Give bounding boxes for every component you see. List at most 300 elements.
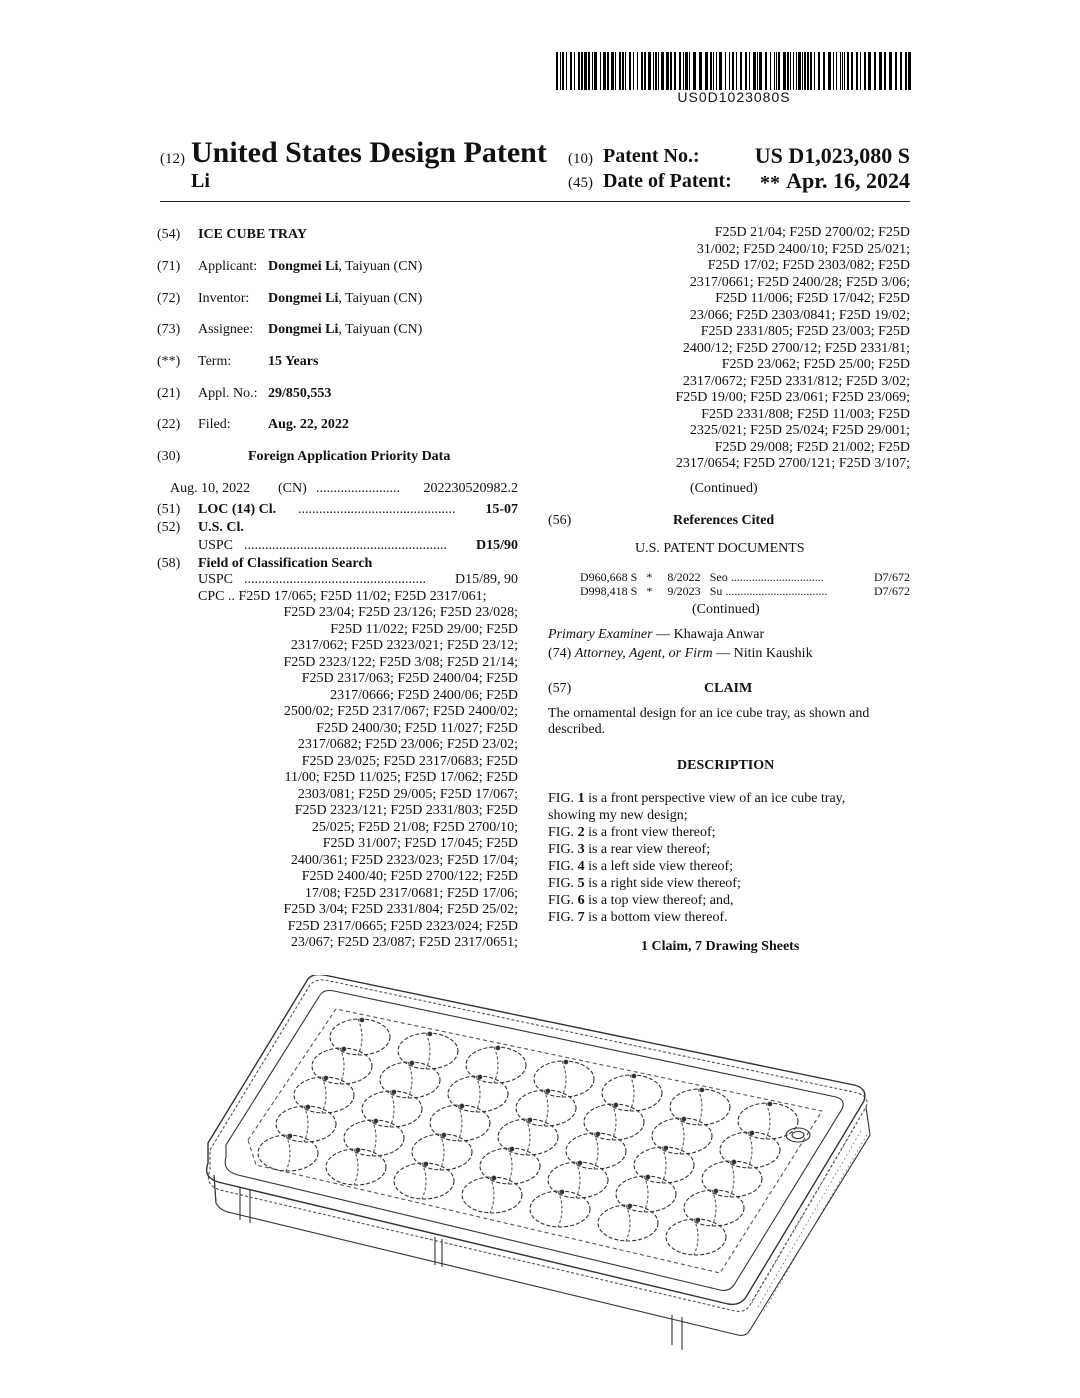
cpc-line: F25D 2400/40; F25D 2700/122; F25D xyxy=(301,869,518,884)
barcode-bar xyxy=(566,52,567,90)
filed-label: Filed: xyxy=(198,417,231,432)
sphere-pour-hole xyxy=(496,1046,500,1050)
barcode-bar xyxy=(796,52,797,90)
barcode-bar xyxy=(615,52,616,90)
inventor-value xyxy=(268,290,422,307)
sphere-meridian xyxy=(544,1090,548,1126)
uspc-label: USPC xyxy=(198,538,234,553)
code-12: (12) xyxy=(160,151,185,167)
sphere-meridian xyxy=(562,1061,566,1097)
priority-number: 202230520982.2 xyxy=(423,481,518,496)
barcode-bar xyxy=(814,52,815,90)
priority-date: Aug. 10, 2022 xyxy=(170,481,251,496)
cpc-line: 2317/0666; F25D 2400/06; F25D xyxy=(330,687,518,703)
assignee-place: , Taiyuan (CN) xyxy=(338,322,423,337)
priority-heading: Foreign Application Priority Data xyxy=(248,449,451,464)
code-54: (54) xyxy=(157,227,181,242)
inventor-name: Dongmei Li xyxy=(268,291,339,306)
attorney-label: Attorney, Agent, or Firm xyxy=(574,646,713,661)
description-heading: DESCRIPTION xyxy=(677,758,775,773)
examiner-name: — Khawaja Anwar xyxy=(656,627,765,642)
barcode-bar xyxy=(879,52,882,90)
barcode-bar xyxy=(679,52,681,90)
code-52: (52) xyxy=(157,520,181,535)
applicant-label: Applicant: xyxy=(198,259,258,274)
sphere-pour-hole xyxy=(546,1089,550,1093)
barcode-bar xyxy=(787,52,789,90)
fig-number: 4 xyxy=(577,859,585,874)
uspc-dots: .......................................................... xyxy=(244,538,447,553)
ref-name: Seo xyxy=(709,570,728,584)
sphere-pour-hole xyxy=(768,1102,772,1106)
barcode-bar xyxy=(868,52,871,90)
fig-word: FIG. xyxy=(548,910,575,925)
barcode-bar xyxy=(655,52,657,90)
cpc-list-left xyxy=(255,605,518,952)
loc-label: LOC (14) Cl. xyxy=(198,502,277,517)
cpc-line: F25D 31/007; F25D 17/045; F25D xyxy=(322,836,518,851)
barcode-bar xyxy=(790,52,791,90)
code-72: (72) xyxy=(157,291,181,306)
fig-text: is a right side view thereof; xyxy=(588,876,741,891)
ref-doc: D960,668 S xyxy=(580,570,638,584)
appl-label: Appl. No.: xyxy=(198,386,258,401)
sphere-pour-hole xyxy=(696,1218,700,1222)
fig-number: 3 xyxy=(577,842,585,857)
term-label: Term: xyxy=(198,354,232,369)
barcode-bar xyxy=(783,52,786,90)
fig-number: 5 xyxy=(577,876,585,891)
us-docs-heading: U.S. PATENT DOCUMENTS xyxy=(635,541,805,556)
barcode-bar xyxy=(574,52,575,90)
sphere-meridian xyxy=(476,1076,480,1112)
sphere-pour-hole xyxy=(428,1032,432,1036)
continued-note: (Continued) xyxy=(690,481,758,496)
cpc-line: F25D 23/062; F25D 25/00; F25D xyxy=(721,357,910,372)
sphere-pour-hole xyxy=(306,1105,310,1109)
code-term: (**) xyxy=(157,354,181,369)
sphere-pour-hole xyxy=(360,1018,364,1022)
fig-number: 6 xyxy=(577,893,585,908)
sphere-meridian xyxy=(630,1075,634,1111)
description-list xyxy=(548,790,910,926)
sphere-meridian xyxy=(662,1147,666,1183)
code-73: (73) xyxy=(157,322,181,337)
cpc-line: F25D 2317/0665; F25D 2323/024; F25D xyxy=(287,918,518,934)
barcode-bar xyxy=(889,52,892,90)
fig-text: showing my new design; xyxy=(548,808,688,823)
ref-star: * xyxy=(646,584,653,598)
sphere-meridian xyxy=(698,1089,702,1125)
cpc-line: F25D 3/04; F25D 2331/804; F25D 25/02; xyxy=(283,902,518,917)
sphere-pour-hole xyxy=(628,1204,632,1208)
primary-examiner xyxy=(548,626,764,643)
barcode-bar xyxy=(753,52,756,90)
barcode-bar xyxy=(625,52,626,90)
ref-star: * xyxy=(646,570,653,584)
barcode-bar xyxy=(611,52,614,90)
barcode-bar xyxy=(562,52,564,90)
cpc-line: 23/067; F25D 23/087; F25D 2317/0651; xyxy=(290,935,518,950)
assignee-name: Dongmei Li xyxy=(268,322,339,337)
patent-number: US D1,023,080 S xyxy=(754,143,910,168)
barcode-bar xyxy=(603,52,606,90)
ref-dots: ............................... xyxy=(730,570,824,584)
cpc-line: 2317/0661; F25D 2400/28; F25D 3/06; xyxy=(689,274,910,290)
fig-number: 2 xyxy=(577,825,585,840)
cpc-line: F25D 17/02; F25D 2303/082; F25D xyxy=(707,258,910,273)
code-21: (21) xyxy=(157,386,181,401)
sphere-meridian xyxy=(286,1135,290,1171)
cpc-line: 25/025; F25D 21/08; F25D 2700/10; xyxy=(311,819,518,835)
loc-dots: ............................................. xyxy=(298,502,456,517)
barcode-bar xyxy=(588,52,590,90)
sphere-pour-hole xyxy=(560,1190,564,1194)
assignee-label: Assignee: xyxy=(198,322,254,337)
ref-date: 9/2023 xyxy=(667,584,701,598)
fig-text: is a front view thereof; xyxy=(588,825,716,840)
sphere-pour-hole xyxy=(528,1118,532,1122)
claim-heading: CLAIM xyxy=(704,681,753,696)
sphere-meridian xyxy=(408,1062,412,1098)
barcode-bar xyxy=(833,52,834,90)
barcode-bar xyxy=(844,52,845,90)
fig-word: FIG. xyxy=(548,859,575,874)
claim-text: The ornamental design for an ice cube tray, as shown and xyxy=(548,706,870,721)
sphere-pour-hole xyxy=(578,1161,582,1165)
sphere-cavities xyxy=(258,1018,798,1255)
date-label: Date of Patent: xyxy=(603,170,732,192)
barcode-bar xyxy=(908,52,911,90)
sphere-pour-hole xyxy=(750,1131,754,1135)
applicant-name: Dongmei Li xyxy=(268,259,339,274)
code-22: (22) xyxy=(157,417,181,432)
cpc-line: F25D 11/006; F25D 17/042; F25D xyxy=(715,291,910,306)
uscl-label: U.S. Cl. xyxy=(198,520,244,535)
barcode-bar xyxy=(793,52,794,90)
barcode-bar xyxy=(856,52,858,90)
priority-country: (CN) xyxy=(278,481,307,496)
sphere-meridian xyxy=(458,1105,462,1141)
ref-date: 8/2022 xyxy=(667,570,701,584)
applicant-place: , Taiyuan (CN) xyxy=(338,259,423,274)
filed-value: Aug. 22, 2022 xyxy=(268,417,349,432)
field-uspc-value: D15/89, 90 xyxy=(455,572,518,587)
sphere-pour-hole xyxy=(732,1160,736,1164)
barcode-bar xyxy=(729,52,730,90)
barcode-bar xyxy=(840,52,841,90)
fig-line xyxy=(548,909,910,926)
fig-line xyxy=(548,892,910,909)
code-45: (45) xyxy=(568,175,593,191)
barcode-bar xyxy=(736,52,737,90)
barcode-bar xyxy=(778,52,780,90)
sphere-pour-hole xyxy=(342,1047,346,1051)
barcode-bar xyxy=(641,52,643,90)
uspc-value: D15/90 xyxy=(476,538,518,553)
fig-line xyxy=(548,875,910,892)
barcode-bar xyxy=(600,52,601,90)
cpc-line: 2400/361; F25D 2323/023; F25D 17/04; xyxy=(290,852,518,868)
barcode-bar xyxy=(847,52,849,90)
barcode-bar xyxy=(581,52,583,90)
sphere-meridian xyxy=(730,1161,734,1197)
fig-word: FIG. xyxy=(548,876,575,891)
cpc-line: 23/066; F25D 2303/0841; F25D 19/02; xyxy=(689,307,910,323)
sphere-meridian xyxy=(526,1119,530,1155)
reference-row xyxy=(580,584,827,598)
cpc-line: F25D 21/04; F25D 2700/02; F25D xyxy=(714,225,910,240)
appl-value: 29/850,553 xyxy=(268,386,332,401)
barcode-bar xyxy=(774,52,775,90)
sphere-meridian xyxy=(508,1148,512,1184)
sphere-pour-hole xyxy=(392,1090,396,1094)
barcode-bar xyxy=(705,52,708,90)
sphere-meridian xyxy=(372,1120,376,1156)
fig-text: is a top view thereof; and, xyxy=(588,893,734,908)
code-58: (58) xyxy=(157,556,181,571)
cpc-line: 2325/021; F25D 25/024; F25D 29/001; xyxy=(689,423,910,438)
fig-word: FIG. xyxy=(548,893,575,908)
claim-text: described. xyxy=(548,722,606,737)
cpc-line: F25D 23/025; F25D 2317/0683; F25D xyxy=(301,753,518,769)
field-uspc-dots: .................................................... xyxy=(244,572,426,587)
cpc-line: F25D 11/022; F25D 29/00; F25D xyxy=(330,621,518,637)
sphere-meridian xyxy=(680,1118,684,1154)
code-56: (56) xyxy=(548,513,572,528)
code-51: (51) xyxy=(157,502,181,517)
barcode-bar xyxy=(765,52,767,90)
code-30: (30) xyxy=(157,449,181,464)
sphere-pour-hole xyxy=(374,1119,378,1123)
barcode-bar xyxy=(607,52,609,90)
sphere-pour-hole xyxy=(478,1075,482,1079)
cpc-line: 2500/02; F25D 2317/067; F25D 2400/02; xyxy=(283,704,518,719)
barcode-bar xyxy=(759,52,762,90)
barcode-bar xyxy=(619,52,621,90)
barcode-bar xyxy=(818,52,820,90)
term-value: 15 Years xyxy=(268,354,319,369)
cpc-line: 17/08; F25D 2317/0681; F25D 17/06; xyxy=(304,885,518,901)
sphere-meridian xyxy=(494,1047,498,1083)
barcode-bar xyxy=(633,52,634,90)
sphere-meridian xyxy=(426,1033,430,1069)
cpc-line: F25D 19/00; F25D 23/061; F25D 23/069; xyxy=(675,390,910,405)
cpc-line: 11/00; F25D 11/025; F25D 17/062; F25D xyxy=(284,770,518,785)
sphere-pour-hole xyxy=(460,1104,464,1108)
barcode-bar xyxy=(776,52,777,90)
fig-text: is a bottom view thereof. xyxy=(588,910,728,925)
ice-cube-tray-drawing xyxy=(190,975,880,1360)
barcode-bar xyxy=(637,52,638,90)
fig-text: is a front perspective view of an ice cube tray, xyxy=(588,791,846,806)
barcode-bar xyxy=(860,52,861,90)
cpc-line: F25D 2323/122; F25D 3/08; F25D 21/14; xyxy=(283,654,518,670)
cpc-line: F25D 23/04; F25D 23/126; F25D 23/028; xyxy=(283,605,518,620)
code-10: (10) xyxy=(568,151,593,167)
barcode-bar xyxy=(828,52,831,90)
barcode-bar xyxy=(895,52,897,90)
cpc-line: F25D 2323/121; F25D 2331/803; F25D xyxy=(294,803,518,818)
attorney xyxy=(548,645,813,662)
barcode-bar xyxy=(584,52,587,90)
ref-dots: .................................. xyxy=(725,584,828,598)
fig-line xyxy=(548,858,910,875)
sphere-meridian xyxy=(440,1134,444,1170)
sphere-meridian xyxy=(612,1104,616,1140)
cpc-line: 2317/0654; F25D 2700/121; F25D 3/107; xyxy=(675,456,910,471)
barcode-bar xyxy=(804,52,806,90)
sphere-pour-hole xyxy=(596,1132,600,1136)
continued-note: (Continued) xyxy=(692,602,760,617)
patent-no-label: Patent No.: xyxy=(603,145,700,167)
barcode-bar xyxy=(699,52,702,90)
barcode-bar xyxy=(658,52,659,90)
barcode-bar xyxy=(851,52,853,90)
barcode-bar xyxy=(807,52,809,90)
barcode-bar xyxy=(864,52,866,90)
fig-text: is a rear view thereof; xyxy=(588,842,711,857)
sphere-meridian xyxy=(304,1106,308,1142)
cpc-line: 2303/081; F25D 29/005; F25D 17/067; xyxy=(297,786,518,802)
barcode-bar xyxy=(629,52,631,90)
sphere-meridian xyxy=(422,1163,426,1199)
fig-line xyxy=(548,790,910,807)
sphere-pour-hole xyxy=(288,1134,292,1138)
barcode-bar xyxy=(900,52,902,90)
sphere-pour-hole xyxy=(700,1088,704,1092)
barcode-bar xyxy=(842,52,843,90)
barcode-bar xyxy=(836,52,837,90)
ref-class: D7/672 xyxy=(874,570,910,584)
patent-title-heading: United States Design Patent xyxy=(191,136,547,169)
barcode-bar xyxy=(745,52,747,90)
sphere-pour-hole xyxy=(714,1189,718,1193)
barcode-bar xyxy=(644,52,646,90)
inventor-surname: Li xyxy=(191,170,210,192)
barcode-bar xyxy=(732,52,734,90)
barcode-bar xyxy=(725,52,726,90)
barcode-bar xyxy=(716,52,717,90)
assignee-value xyxy=(268,321,422,338)
sphere-pour-hole xyxy=(410,1061,414,1065)
barcode-bar xyxy=(823,52,825,90)
cpc-line: F25D 29/008; F25D 21/002; F25D xyxy=(714,439,910,455)
barcode-bar xyxy=(666,52,669,90)
barcode-bar xyxy=(648,52,651,90)
examiner-label: Primary Examiner xyxy=(548,627,653,642)
barcode-bar xyxy=(770,52,771,90)
barcode-bar xyxy=(719,52,722,90)
attorney-name: — Nitin Kaushik xyxy=(716,646,813,661)
sphere-pour-hole xyxy=(442,1133,446,1137)
cpc-line: F25D 2317/063; F25D 2400/04; F25D xyxy=(301,671,518,686)
cpc-line: 2400/12; F25D 2700/12; F25D 2331/81; xyxy=(682,340,910,356)
sphere-meridian xyxy=(354,1149,358,1185)
sphere-pour-hole xyxy=(492,1176,496,1180)
barcode-bar xyxy=(683,52,684,90)
cpc-line: 2317/062; F25D 2323/021; F25D 23/12; xyxy=(290,638,518,653)
barcode-bar xyxy=(802,52,803,90)
sphere-pour-hole xyxy=(646,1175,650,1179)
sphere-pour-hole xyxy=(424,1162,428,1166)
barcode-bar xyxy=(757,52,758,90)
barcode-bar xyxy=(578,52,580,90)
code-71: (71) xyxy=(157,259,181,274)
sphere-meridian xyxy=(390,1091,394,1127)
sphere-meridian xyxy=(748,1132,752,1168)
design-title: ICE CUBE TRAY xyxy=(198,227,307,242)
patent-date: Apr. 16, 2024 xyxy=(786,168,910,193)
field-uspc-label: USPC xyxy=(198,572,234,587)
references-heading: References Cited xyxy=(673,513,775,528)
barcode-bar xyxy=(810,52,812,90)
barcode-bar xyxy=(594,52,597,90)
fig-word: FIG. xyxy=(548,842,575,857)
code-57: (57) xyxy=(548,681,572,696)
applicant-value xyxy=(268,258,422,275)
barcode-bar xyxy=(710,52,712,90)
sphere-meridian xyxy=(766,1103,770,1139)
sphere-meridian xyxy=(694,1219,698,1255)
ref-name: Su xyxy=(709,584,723,598)
barcode-bar xyxy=(693,52,696,90)
barcode-bar xyxy=(874,52,876,90)
sphere-pour-hole xyxy=(510,1147,514,1151)
barcode-bar xyxy=(713,52,714,90)
sphere-pour-hole xyxy=(614,1103,618,1107)
fig-word: FIG. xyxy=(548,791,575,806)
sphere-meridian xyxy=(340,1048,344,1084)
sphere-meridian xyxy=(490,1177,494,1213)
sphere-meridian xyxy=(322,1077,326,1113)
field-heading: Field of Classification Search xyxy=(198,556,373,571)
inventor-place: , Taiyuan (CN) xyxy=(338,291,423,306)
barcode-bar xyxy=(570,52,572,90)
sphere-pour-hole xyxy=(682,1117,686,1121)
ref-class: D7/672 xyxy=(874,584,910,598)
barcode-bar xyxy=(592,52,593,90)
barcode-number: US0D1023080S xyxy=(677,89,791,105)
claims-summary: 1 Claim, 7 Drawing Sheets xyxy=(641,939,800,954)
barcode xyxy=(556,52,912,90)
sphere-meridian xyxy=(558,1191,562,1227)
cpc-line: 31/002; F25D 2400/10; F25D 25/021; xyxy=(696,241,910,257)
fig-line xyxy=(548,824,910,841)
barcode-bar xyxy=(556,52,558,90)
barcode-bar xyxy=(622,52,624,90)
fig-line xyxy=(548,841,910,858)
barcode-bar xyxy=(653,52,654,90)
sphere-meridian xyxy=(712,1190,716,1226)
sphere-pour-hole xyxy=(632,1074,636,1078)
fig-number: 7 xyxy=(577,910,585,925)
inventor-label: Inventor: xyxy=(198,291,250,306)
priority-dots: ........................ xyxy=(316,481,400,496)
barcode-bar xyxy=(884,52,886,90)
barcode-bar xyxy=(685,52,688,90)
barcode-bar xyxy=(689,52,690,90)
barcode-bar xyxy=(798,52,801,90)
cpc-first-line: CPC .. F25D 17/065; F25D 11/02; F25D 2317/061; xyxy=(198,589,487,604)
barcode-bar xyxy=(905,52,907,90)
barcode-bar xyxy=(740,52,742,90)
fig-word: FIG. xyxy=(548,825,575,840)
fig-number: 1 xyxy=(577,791,585,806)
sphere-pour-hole xyxy=(324,1076,328,1080)
cpc-line: 2317/0682; F25D 23/006; F25D 23/02; xyxy=(297,737,518,752)
sphere-meridian xyxy=(358,1019,362,1055)
